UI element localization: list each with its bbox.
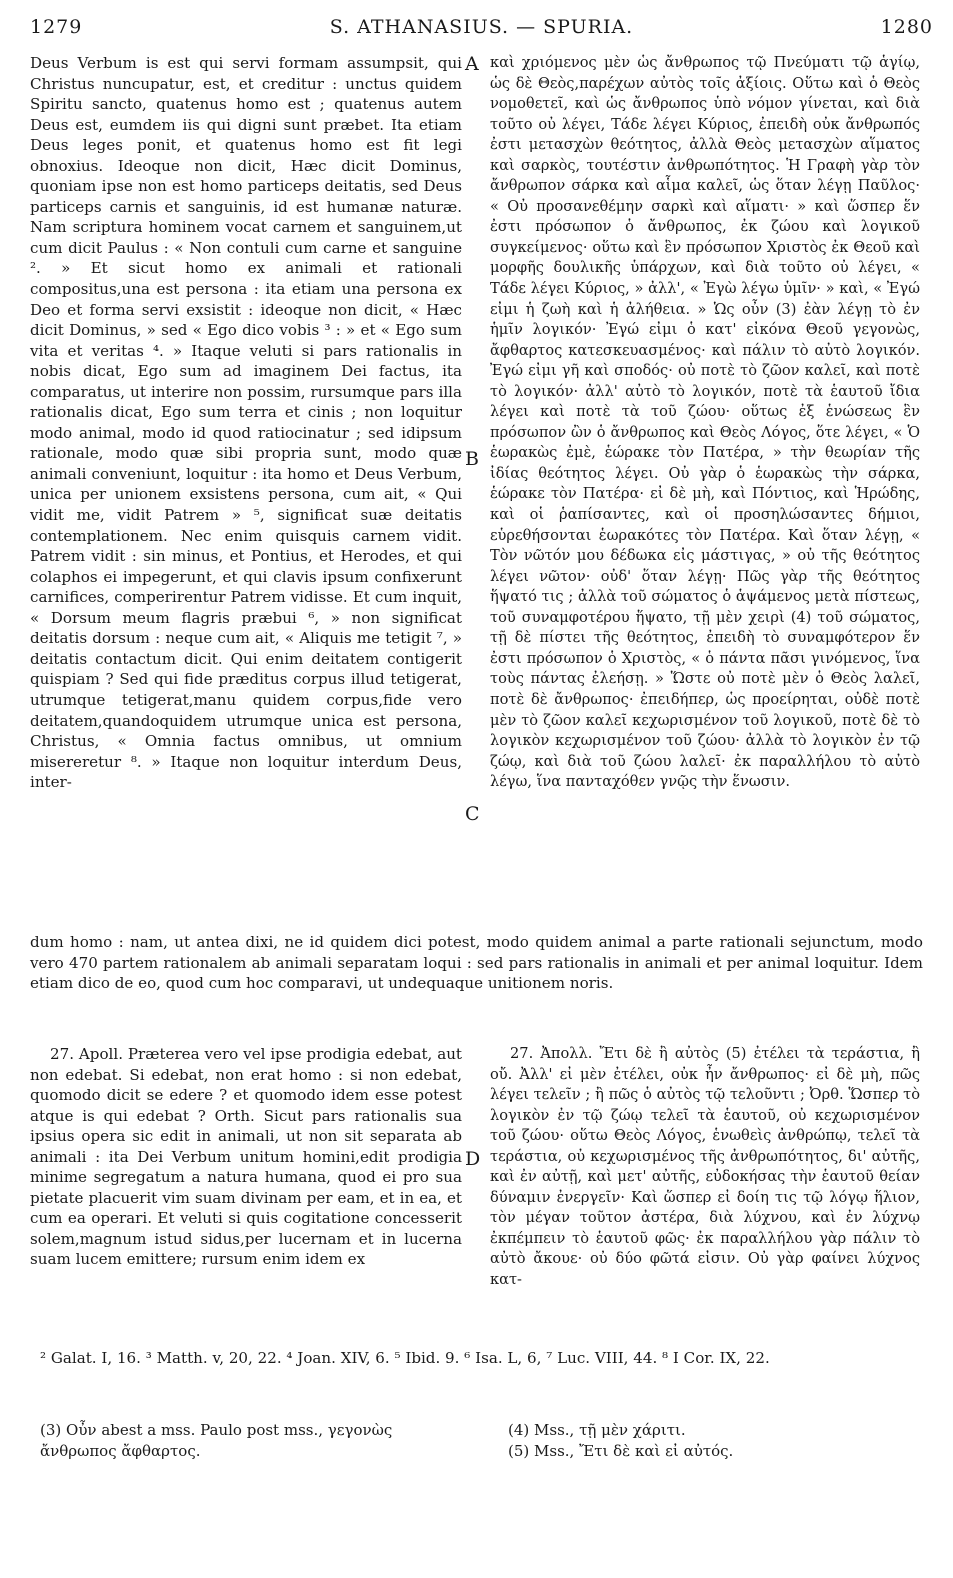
margin-letter-c: C	[465, 803, 480, 825]
page-header	[24, 14, 939, 44]
note-5: (5) Mss., Ἔτι δὲ καὶ εἰ αὐτός.	[508, 1441, 734, 1460]
page-number-right: 1280	[880, 16, 933, 38]
critical-notes-left	[40, 1420, 470, 1461]
latin-column-2	[30, 1044, 462, 1270]
margin-letter-b: B	[465, 448, 479, 470]
critical-notes-right	[508, 1420, 928, 1461]
full-width-text: dum homo : nam, ut antea dixi, ne id quidem dici potest, modo quidem animal a parte rationali sejunctum, modo vero 470 partem rationalem ab animali separatam loqui : sed pars rationalis in animali et per animal loquitur. Idem etiam dico de eo, quod cum hoc comparavi, ut undequaque unitionem noris.	[30, 933, 923, 993]
scripture-footnotes	[40, 1348, 923, 1369]
page-number-left: 1279	[30, 16, 83, 38]
greek-column-2	[490, 1044, 920, 1291]
full-width-paragraph	[30, 932, 923, 994]
greek-paragraph-1: καὶ χριόμενος μὲν ὡς ἄνθρωπος τῷ Πνεύματι τῷ ἁγίῳ, ὡς δὲ Θεὸς,παρέχων αὐτὸς τοῖς ἀξίοις. Οὕτω καὶ ὁ Θεὸς νομοθετεῖ, καὶ ὡς ἄνθρωπος ὑπὸ νόμον γίνεται, καὶ διὰ τοῦτο οὐ λέγει, Τάδε λέγει Κύριος, ἐπειδὴ οὐκ ἄνθρωπός ἐστι μετασχὼν θεότητος, ἀλλὰ Θεὸς μετασχὼν αἵματος καὶ σαρκὸς, τουτέστιν ἀνθρωπότητος. Ἡ Γραφὴ γὰρ τὸν ἄνθρωπον σάρκα καὶ αἷμα καλεῖ, ὡς ὅταν λέγῃ Παῦλος· « Οὐ προσανεθέμην σαρκὶ καὶ αἵματι· » καὶ ὥσπερ ἕν ἐστι πρόσωπον ὁ ἄνθρωπος, ἐκ ζώου καὶ λογικοῦ συγκείμενος· οὕτω καὶ ἓν πρόσωπον Χριστὸς ἐκ Θεοῦ καὶ μορφῆς δουλικῆς ὑπάρχων, καὶ διὰ τοῦτο οὐ λέγει, « Τάδε λέγει Κύριος, » ἀλλ', « Ἐγὼ λέγω ὑμῖν· » καὶ, « Ἐγώ εἰμι ἡ ζωὴ καὶ ἡ ἀλήθεια. » Ὡς οὖν (3) ἐὰν λέγῃ τὸ ἐν ἡμῖν λογικόν· Ἐγώ εἰμι ὁ κατ' εἰκόνα Θεοῦ γεγονὼς, ἄφθαρτος κατεσκευασμένος· καὶ πάλιν τὸ αὐτὸ λογικόν. Ἐγώ εἰμι γῆ καὶ σποδός· οὐ ποτὲ τὸ ζῶον καλεῖ, καὶ ποτὲ τὸ λογικόν· ἀλλ' αὐτὸ τὸ λογικόν, ποτὲ τὰ ἑαυτοῦ ἴδια λέγει καὶ ποτὲ τὰ τοῦ ζώου· οὕτως ἐξ ἑνώσεως ἓν πρόσωπον ὢν ὁ ἄνθρωπος καὶ Θεὸς Λόγος, ὅτε λέγει, « Ὁ ἑωρακὼς ἐμὲ, ἑώρακε τὸν Πατέρα, » τὴν θεωρίαν τῆς ἰδίας θεότητος λέγει. Οὐ γὰρ ὁ ἑωρακὼς τὴν σάρκα, ἑώρακε τὸν Πατέρα· εἰ δὲ μὴ, καὶ Πόντιος, καὶ Ἡρώδης, καὶ οἱ ῥαπίσαντες, καὶ οἱ προσηλώσαντες δήμιοι, εὑρεθήσονται ἑωρακότες τὸν Πατέρα. Καὶ ὅταν λέγῃ, « Τὸν νῶτόν μου δέδωκα εἰς μάστιγας, » οὐ τῆς θεότητος λέγει νῶτον· οὐδ' ὅταν λέγῃ· Πῶς γὰρ τῆς θεότητος ἥψατό τις ; ἀλλὰ τοῦ σώματος ὁ ἁψάμενος μετὰ πίστεως, τοῦ συναμφοτέρου ἥψατο, τῇ μὲν χειρὶ (4) τοῦ σώματος, τῇ δὲ πίστει τῆς θεότητος, ἐπειδὴ τὸ συναμφότερον ἕν ἐστι πρόσωπον ὁ Χριστὸς, « ὁ πάντα πᾶσι γινόμενος, ἵνα τοὺς πάντας ἐλεήσῃ. » Ὥστε οὐ ποτὲ μὲν ὁ Θεὸς λαλεῖ, ποτὲ δὲ ἄνθρωπος· ἐπειδήπερ, ὡς προείρηται, οὐδὲ ποτὲ μὲν τὸ ζῶον καλεῖ κεχωρισμένον τοῦ λογικοῦ, ποτὲ δὲ τὸ λογικὸν κεχωρισμένον τοῦ ζώου· ἀλλὰ τὸ λογικὸν ἐν τῷ ζώῳ, καὶ διὰ τοῦ ζώου λαλεῖ· ἐκ παραλλήλου τὸ αὐτὸ λέγω, ἵνα πανταχόθεν γνῷς τὴν ἕνωσιν.	[490, 54, 920, 791]
margin-letter-a: A	[465, 53, 479, 75]
running-title: S. ATHANASIUS. — SPURIA.	[329, 16, 634, 38]
margin-letter-d: D	[465, 1148, 481, 1170]
latin-column-1	[30, 53, 462, 793]
latin-paragraph-1: Deus Verbum is est qui servi formam assumpsit, qui Christus nuncupatur, est, et creditur : unctus quidem Spiritu sancto, quatenus homo est ; quatenus autem Deus est, eumdem iis qui digni sunt præbet. Ita etiam Deus leges ponit, et quatenus homo est fit legi obnoxius. Ideoque non dicit, Hæc dicit Dominus, quoniam ipse non est homo particeps deitatis, sed Deus particeps carnis et sanguinis, id est humanæ naturæ. Nam scriptura hominem vocat carnem et sanguinem,ut cum dicit Paulus : « Non contuli cum carne et sanguine ². » Et sicut homo ex animali et rationali compositus,una est persona : ita etiam una persona ex Deo et forma servi exsistit : ideoque non dicit, « Hæc dicit Dominus, » sed « Ego dico vobis ³ : » et « Ego sum vita et veritas ⁴. » Itaque veluti si pars rationalis in nobis dicat, Ego sum ad imaginem Dei factus, ita comparatus, ut interire non possim, rursumque pars illa rationalis dicat, Ego sum terra et cinis ; non loquitur modo animal, modo id quod ratiocinatur ; sed idipsum rationale, modo quæ sibi propria sunt, modo quæ animali conveniunt, loquitur : ita homo et Deus Verbum, unica per unionem exsistens persona, cum ait, « Qui vidit me, vidit Patrem » ⁵, significat suæ deitatis contemplationem. Nec enim quisquis carnem vidit. Patrem vidit : sin minus, et Pontius, et Herodes, et qui colaphos ei impegerunt, et qui clavis ipsum confixerunt carnifices, comperirentur Patrem vidisse. Et cum inquit, « Dorsum meum flagris præbui ⁶, » non significat deitatis dorsum : neque cum ait, « Aliquis me tetigit ⁷, » deitatis contactum dicit. Qui enim deitatem contigerit quispiam ? Sed qui fide præditus corpus illud tetigerat, utrumque tetigerat,manu quidem corpus,fide vero deitatem,quandoquidem utrumque unica est persona, Christus, « Omnia factus omnibus, ut omnium misereretur ⁸. » Itaque non loquitur interdum Deus, inter-	[30, 54, 462, 792]
greek-column-1	[490, 53, 920, 793]
latin-paragraph-2: 27. Apoll. Præterea vero vel ipse prodigia edebat, aut non edebat. Si edebat, non erat homo : si non edebat, quomodo dicit se edere ? et quomodo idem esse potest atque is qui edebat ? Orth. Sicut pars rationalis sua ipsius opera sic edit in animali, ut non sit separata ab animali : ita Dei Verbum unitum homini,edit prodigia minime segregatum a natura humana, quod ei pro sua pietate placuerit vim suam divinam per eam, et in ea, et cum ea operari. Et veluti si quis cogitatione concesserit solem,magnum istud sidus,per lucernam et in lucerna suam lucem emittere; rursum enim idem ex	[30, 1045, 462, 1269]
note-4: (4) Mss., τῇ μὲν χάριτι.	[508, 1421, 686, 1439]
footnote-line: ² Galat. I, 16. ³ Matth. v, 20, 22. ⁴ Joan. XIV, 6. ⁵ Ibid. 9. ⁶ Isa. L, 6, ⁷ Luc. VIII, 44. ⁸ I Cor. IX, 22.	[40, 1349, 770, 1367]
greek-paragraph-2: 27. Ἀπολλ. Ἔτι δὲ ἢ αὐτὸς (5) ἐτέλει τὰ τεράστια, ἢ οὔ. Ἀλλ' εἰ μὲν ἐτέλει, οὐκ ἦν ἄνθρωπος· εἰ δὲ μὴ, πῶς λέγει τελεῖν ; ἢ πῶς ὁ αὐτὸς τῷ τελοῦντι ; Ὀρθ. Ὥσπερ τὸ λογικὸν ἐν τῷ ζώῳ τελεῖ τὰ ἑαυτοῦ, οὐ κεχωρισμένον τοῦ ζώου· οὕτω Θεὸς Λόγος, ἑνωθεὶς ἀνθρώπῳ, τελεῖ τὰ τεράστια, οὐ κεχωρισμένος τῆς ἀνθρωπότητος, δι' αὐτῆς, καὶ ἐν αὐτῇ, καὶ μετ' αὐτῆς, εὐδοκήσας τὴν ἑαυτοῦ θείαν δύναμιν ἐνεργεῖν· Καὶ ὥσπερ εἰ δοίη τις τῷ λόγῳ ἥλιον, τὸν μέγαν τοῦτον ἀστέρα, διὰ λύχνου, καὶ ἐν λύχνῳ ἐκπέμπειν τὸ ἑαυτοῦ φῶς· ἐκ παραλλήλου γὰρ πάλιν τὸ αὐτὸ ἄκουε· οὐ δύο φῶτά εἰσιν. Οὐ γὰρ φαίνει λύχνος κατ-	[490, 1045, 920, 1289]
note-3: (3) Οὖν abest a mss. Paulo post mss., γεγονὼς ἄνθρωπος ἄφθαρτος.	[40, 1421, 393, 1460]
